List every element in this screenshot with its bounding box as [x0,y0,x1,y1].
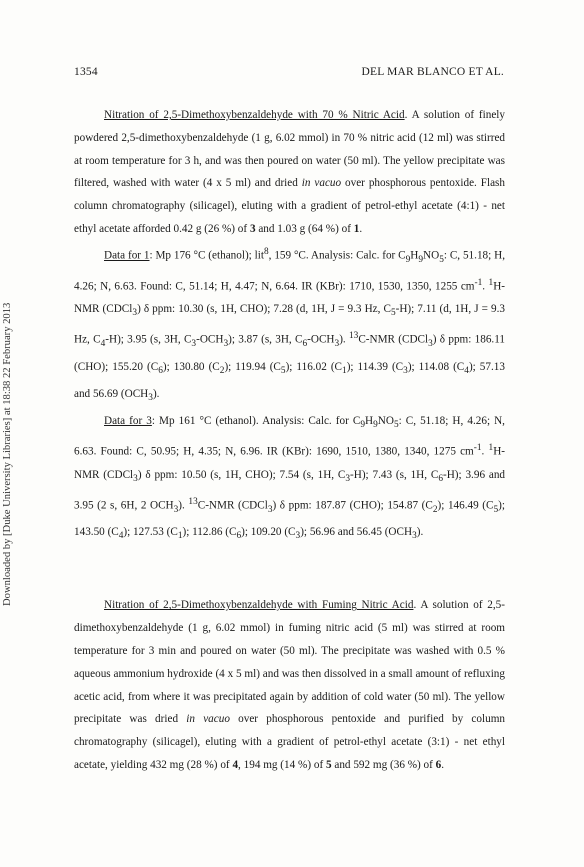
text-run: H-NMR (CDCl [74,445,505,481]
text-run: ) δ ppm: 187.87 (CHO); 154.87 (C [272,499,433,512]
text-run: 9 [373,420,378,431]
text-run: . A solution of 2,5-dimethoxybenzaldehyde (1 g, 6.02 mmol) in fuming nitric acid (5 ml) was stirred at room temperature for 3 min and poured on water (50 ml). The precipitate was washed with 0.5 % aqueous ammonium hydroxide (4 x 5 ml) and was then dissolved in a small amount of refluxing acetic acid, from where it was precipitated again by addition of cold water (50 ml). The yellow precipitate was dried [74,599,505,726]
text-run: 3 [223,339,229,350]
text-run: 8 [263,246,269,257]
text-run: in vacuo [186,713,230,726]
text-run: 4 [118,531,124,542]
text-run: ) δ ppm: 10.50 (s, 1H, CHO); 7.54 (s, 1H, C [137,468,346,481]
text-run: 5 [390,308,396,319]
text-run: 4 [100,339,106,350]
text-run: 9 [418,254,424,265]
data-label: Data for 3 [104,414,152,427]
text-run: 3 [295,531,301,542]
text-run: over phosphorous pentoxide and purified by column chromatography (silicagel), eluting with a gradient of petrol-ethyl acetate (3:1) - net ethyl acetate, yielding 432 mg (28 %) of [74,713,505,771]
compound-ref: 4 [232,758,239,771]
text-run: ); 109.20 (C [241,526,296,539]
text-run: 5 [439,254,444,265]
text-run: ); 112.86 (C [182,526,237,539]
text-run: 3 [412,531,417,542]
text-run: ) δ ppm: 10.30 (s, 1H, CHO); 7.28 (d, 1H, J = 9.3 Hz, C [137,303,391,316]
text-run: -OCH [307,333,335,346]
text-run: 1 [342,366,347,377]
text-run: 6 [236,531,242,542]
text-run: 1 [488,277,494,288]
paragraph-nitration-70 [74,104,505,241]
text-run: ); 146.49 (C [437,499,494,512]
text-run: 5 [493,504,499,515]
text-run: . [441,758,445,771]
text-run: -1 [474,277,483,288]
text-run: 13 [349,331,359,342]
text-run: ); 116.02 (C [285,360,343,373]
text-run: : Mp 161 °C (ethanol). Analysis: Calc. for C [151,414,361,427]
text-run: ). [416,526,424,539]
article-body [74,104,505,777]
text-run: -H); 3.95 (s, 3H, C [105,333,192,346]
text-run: 1 [177,531,183,542]
text-run: 5 [280,366,286,377]
text-run: -OCH [196,333,224,346]
download-note: Downloaded by [Duke University Libraries] at 18:38 22 February 2013 [2,302,13,606]
text-run: ). [178,499,189,512]
text-run: H [410,249,419,262]
text-run: : Mp 176 °C (ethanol); lit [149,249,264,262]
text-run: ); 114.08 (C [407,360,465,373]
section-gap [74,548,505,594]
compound-ref: 5 [325,758,332,771]
text-run: 1 [488,442,494,453]
text-run: 3 [428,339,433,350]
text-run: ); 143.50 (C [74,499,505,539]
text-run: , 194 mg (14 %) of [238,758,326,771]
text-run: and 1.03 g (64 %) of [255,222,354,235]
text-run: 3 [132,308,138,319]
text-run: 2 [219,366,225,377]
paragraph-nitration-fuming [74,594,505,776]
text-run: 3 [133,473,138,484]
text-run: : C, 51.18; H, 4.26; N, 6.63. Found: C, 51.14; H, 4.47; N, 6.64. IR (KBr): 1710, 1530, 1350, 1255 cm [74,249,505,293]
text-run: 3 [173,504,179,515]
text-run: 3 [267,504,273,515]
page-header [74,66,504,82]
text-run: 3 [148,393,153,404]
text-run: 6 [158,366,163,377]
compound-ref: 6 [435,758,442,771]
running-head: DEL MAR BLANCO ET AL. [361,66,504,78]
text-run: ); 127.53 (C [123,526,178,539]
text-run: 3 [345,473,351,484]
text-run: 5 [393,420,399,431]
text-run: ). [152,387,160,400]
text-run: NO [377,414,394,427]
text-run: ); 130.80 (C [162,360,220,373]
text-run: C-NMR (CDCl [358,333,429,346]
text-run: in vacuo [301,177,342,190]
text-run: ); 114.39 (C [346,360,404,373]
text-run: ); 119.94 (C [224,360,281,373]
text-run: 4 [464,366,469,377]
text-run: -1 [473,442,482,453]
text-run: -H); 3.96 and 3.95 (2 s, 6H, 2 OCH [74,468,506,512]
text-run: 2 [432,504,438,515]
text-run: . [481,445,489,458]
text-run: -H); 7.11 (d, 1H, J = 9.3 Hz, C [74,303,505,346]
paragraph-data-1 [74,241,505,410]
text-run: , 159 °C. Analysis: Calc. for C [268,249,406,262]
text-run: : C, 51.18; H, 4.26; N, 6.63. Found: C, 50.95; H, 4.35; N, 6.96. IR (KBr): 1690, 1510, 1380, 1340, 1275 cm [74,414,505,458]
download-watermark [2,302,18,622]
text-run: 9 [405,254,411,265]
text-run: 3 [403,366,408,377]
text-run: 6 [438,473,443,484]
text-run: ). [339,333,349,346]
text-run: over phosphorous pentoxide. Flash column chromatography (silicagel), eluting with a gradient of petrol-ethyl acetate (4:1) - net ethyl acetate afforded 0.42 g (26 %) of [74,177,506,235]
text-run: ); 3.87 (s, 3H, C [228,333,303,346]
page-number: 1354 [74,66,98,78]
paragraph-data-3 [74,410,505,548]
data-label: Data for 1 [104,249,150,262]
text-run: and 592 mg (36 %) of [331,758,436,771]
text-run: . A solution of finely powdered 2,5-dimethoxybenzaldehyde (1 g, 6.02 mmol) in 70 % nitric acid (12 ml) was stirred at room temperature for 3 h, and was then poured on water (50 ml). The yellow precipitate was filtered, washed with water (4 x 5 ml) and dried [74,109,505,190]
text-run: ); 57.13 and 56.69 (OCH [74,360,505,400]
compound-ref: 3 [249,222,256,235]
text-run: 3 [191,339,197,350]
compound-ref: 1 [353,222,360,235]
text-run: ) δ ppm: 186.11 (CHO); 155.20 (C [74,333,505,373]
text-run: -H); 7.43 (s, 1H, C [350,468,439,481]
text-run: H-NMR (CDCl [74,280,505,316]
text-run: 9 [360,420,365,431]
section-title: Nitration of 2,5-Dimethoxybenzaldehyde with Fuming Nitric Acid [104,599,414,612]
text-run: 6 [302,339,308,350]
text-run: H [365,414,374,427]
section-title: Nitration of 2,5-Dimethoxybenzaldehyde with 70 % Nitric Acid [104,109,405,121]
text-run: ); 56.96 and 56.45 (OCH [300,526,413,539]
text-run: C-NMR (CDCl [197,499,268,512]
text-run: . [482,280,489,293]
text-run: NO [423,249,440,262]
text-run: 13 [188,496,198,507]
text-run: 3 [334,339,340,350]
text-run: . [359,222,363,235]
